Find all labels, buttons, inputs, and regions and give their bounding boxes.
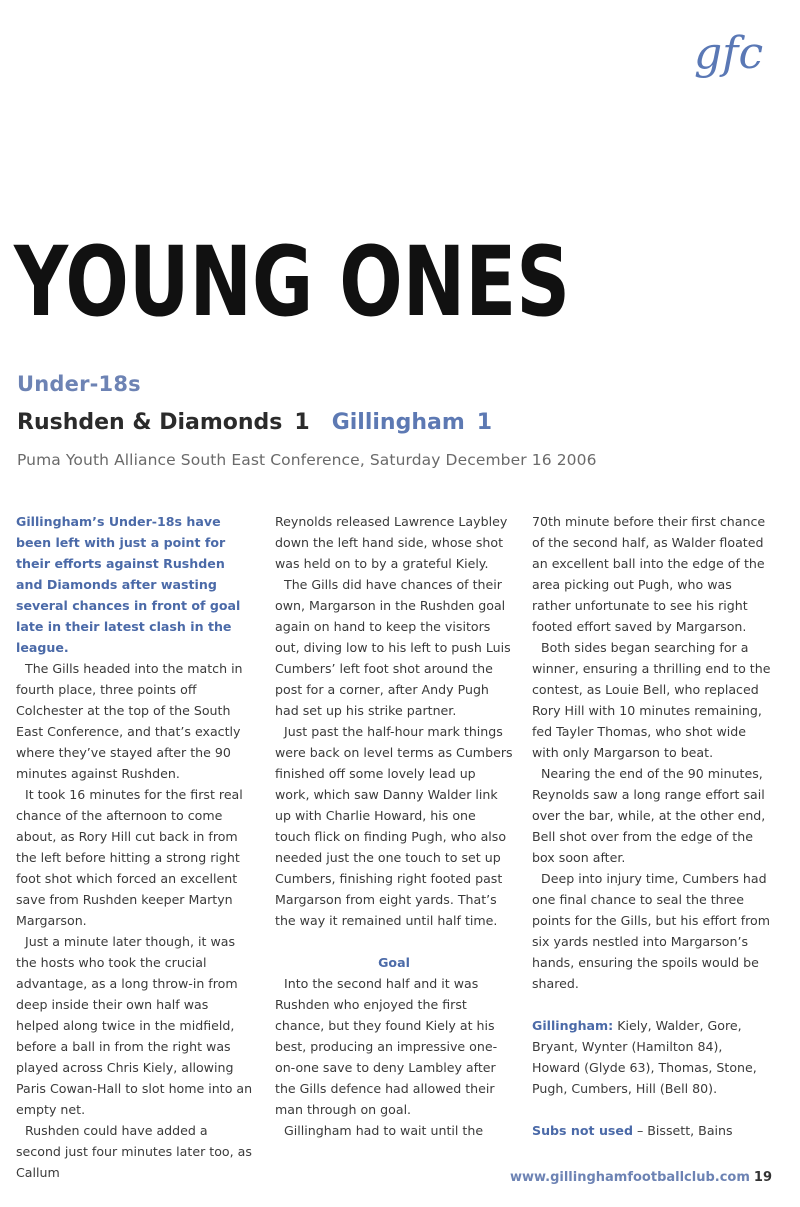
competition-info: Puma Youth Alliance South East Conference, Saturday December 16 2006 xyxy=(17,451,597,469)
gfc-monogram-logo xyxy=(692,24,772,82)
away-score: 1 xyxy=(476,410,493,435)
article-paragraph: Both sides began searching for a winner, ensuring a thrilling end to the contest, as Louie Bell, who replaced Rory Hill with 10 minutes remaining, fed Tayler Thomas, who shot wide with only Margarson to beat. xyxy=(532,640,771,760)
away-team: Gillingham xyxy=(331,410,465,435)
article-paragraph: Just past the half-hour mark things were back on level terms as Cumbers finished off some lovely lead up work, which saw Danny Walder link up with Charlie Howard, his one touch flick on finding Pugh, who also needed just the one touch to set up Cumbers, finishing right footed past Margarson from eight yards. That’s the way it remained until half time. xyxy=(275,724,513,928)
article-paragraph: Into the second half and it was Rushden who enjoyed the first chance, but they found Kiely at his best, producing an impressive one-on-one save to deny Lambley after the Gills defence had allowed their man through on goal. xyxy=(275,976,498,1117)
subs-label: Subs not used xyxy=(532,1123,633,1138)
article-paragraph: Nearing the end of the 90 minutes, Reynolds saw a long range effort sail over the bar, while, at the other end, Bell shot over from the edge of the box soon after. xyxy=(532,766,766,865)
gfc-logo-icon xyxy=(692,24,772,82)
article-lead: Gillingham’s Under-18s have been left with just a point for their efforts against Rushden and Diamonds after wasting several chances in front of goal late in their latest clash in the league. xyxy=(16,514,241,655)
page-title-text: YOUNG ONES xyxy=(13,226,571,338)
article-paragraph: The Gills did have chances of their own, Margarson in the Rushden goal again on hand to keep the visitors out, diving low to his left to push Luis Cumbers’ left foot shot around the post for a corner, after Andy Pugh had set up his strike partner. xyxy=(275,577,511,718)
article-paragraph: It took 16 minutes for the first real chance of the afternoon to come about, as Rory Hill cut back in from the left before hitting a strong right foot shot which forced an excellent save from Rushden keeper Martyn Margarson. xyxy=(16,787,243,928)
section-heading: Goal xyxy=(378,955,410,970)
home-team: Rushden & Diamonds xyxy=(17,410,283,435)
subs-text: – Bissett, Bains xyxy=(632,1123,733,1138)
website-link[interactable]: www.gillinghamfootballclub.com xyxy=(509,1170,750,1185)
article-paragraph: Rushden could have added a second just four minutes later too, as Callum xyxy=(16,1123,252,1180)
article-paragraph: Gillingham had to wait until the xyxy=(284,1123,484,1138)
article-column-3 xyxy=(532,511,772,1141)
score-line xyxy=(17,410,492,435)
page-title xyxy=(13,225,574,338)
age-group-heading: Under-18s xyxy=(17,372,141,396)
article-paragraph: 70th minute before their first chance of the second half, as Walder floated an excellent ball into the edge of the area picking out Pugh, who was rather unfortunate to see his right footed effort saved by Margarson. xyxy=(532,514,766,634)
team-lineup xyxy=(532,1015,772,1099)
lineup-label: Gillingham: xyxy=(532,1018,614,1033)
subs-not-used xyxy=(532,1120,772,1141)
article-column-2 xyxy=(275,511,513,1141)
article-paragraph: The Gills headed into the match in fourth place, three points off Colchester at the top of the South East Conference, and that’s exactly where they’ve stayed after the 90 minutes against Rushden. xyxy=(16,661,243,781)
article-paragraph: Just a minute later though, it was the hosts who took the crucial advantage, as a long throw-in from deep inside their own half was helped along twice in the midfield, before a ball in from the right was played across Chris Kiely, allowing Paris Cowan-Hall to slot home into an empty net. xyxy=(16,934,253,1117)
home-score: 1 xyxy=(294,410,310,435)
logo-text: gfc xyxy=(694,28,764,79)
article-paragraph: Reynolds released Lawrence Laybley down the left hand side, whose shot was held on to by a grateful Kiely. xyxy=(275,514,508,571)
lineup-text: Kiely, Walder, Gore, Bryant, Wynter (Hamilton 84), Howard (Glyde 63), Thomas, Stone, Pugh, Cumbers, Hill (Bell 80). xyxy=(532,1018,757,1096)
article-column-1 xyxy=(16,511,254,1183)
page-footer xyxy=(510,1170,772,1185)
page-number: 19 xyxy=(753,1170,772,1185)
article-paragraph: Deep into injury time, Cumbers had one final chance to seal the three points for the Gills, but his effort from six yards nestled into Margarson’s hands, ensuring the spoils would be shared. xyxy=(532,871,771,991)
